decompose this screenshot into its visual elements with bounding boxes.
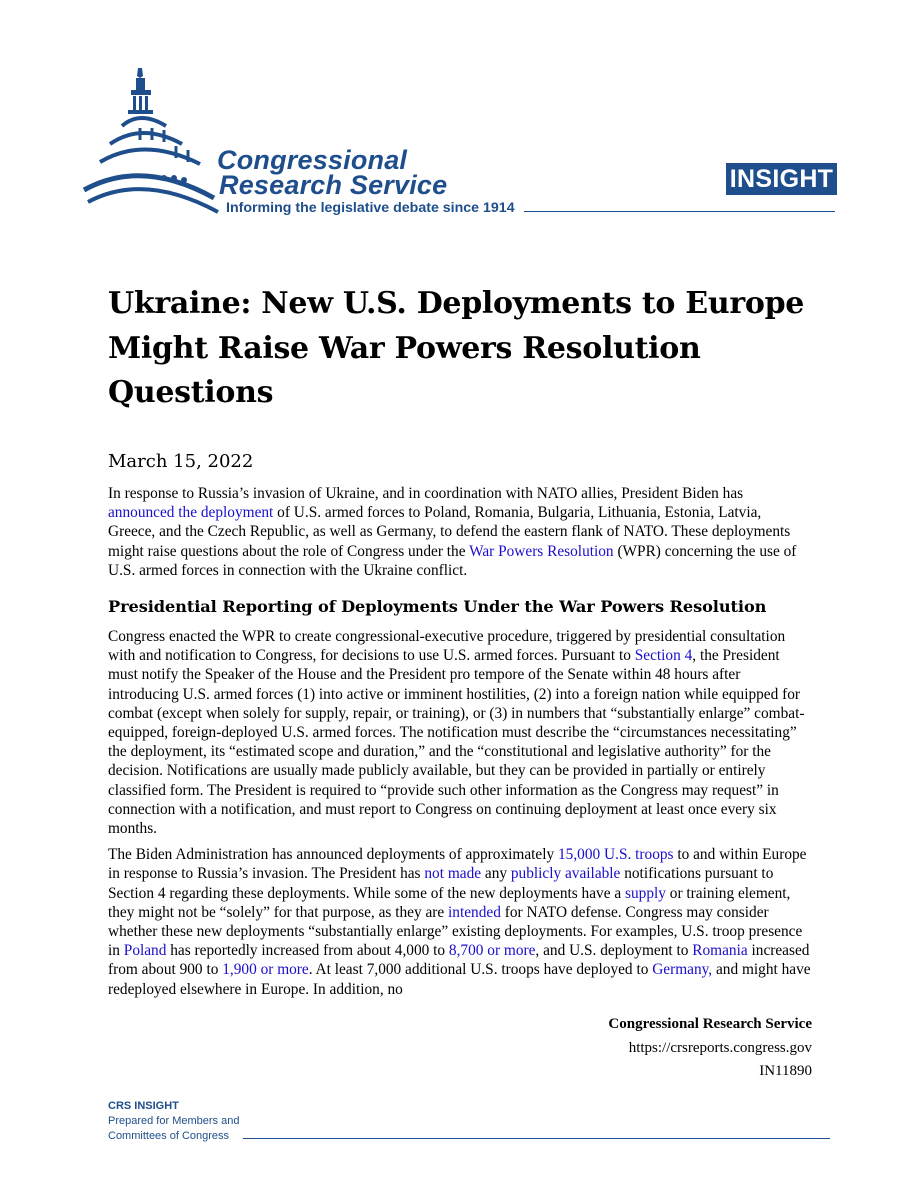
org-tagline: Informing the legislative debate since 1914 xyxy=(226,200,515,216)
inline-link[interactable]: Germany, xyxy=(652,961,713,979)
text-run: increased from about 900 to xyxy=(108,942,810,979)
crs-info-block xyxy=(608,1013,812,1084)
text-run: to and within Europe in response to Russia’s invasion. The President has xyxy=(108,846,807,883)
inline-link[interactable]: intended xyxy=(448,903,501,921)
inline-link[interactable]: announced the deployment xyxy=(108,504,274,522)
header-divider xyxy=(524,211,835,212)
footer xyxy=(108,1099,239,1144)
report-body xyxy=(108,484,812,1006)
inline-link[interactable]: not made xyxy=(424,865,482,883)
text-run: . At least 7,000 additional U.S. troops have deployed to xyxy=(308,961,653,979)
text-run: (WPR) concerning the use of U.S. armed forces in connection with the Ukraine conflict. xyxy=(108,542,797,579)
text-run: and might have redeployed elsewhere in Europe. In addition, no xyxy=(108,961,811,998)
deployments-paragraph xyxy=(108,845,812,999)
section-heading: Presidential Reporting of Deployments Under the War Powers Resolution xyxy=(108,597,767,617)
wpr-procedure-paragraph xyxy=(108,627,812,838)
org-name-line2: Research Service xyxy=(219,170,448,200)
footer-divider xyxy=(243,1138,830,1139)
text-run: has reportedly increased from about 4,000 to xyxy=(166,942,449,960)
publication-date: March 15, 2022 xyxy=(108,451,254,472)
intro-paragraph xyxy=(108,484,812,580)
text-run: Congress enacted the WPR to create congressional-executive procedure, triggered by presidential consultation with and notification to Congress, for decisions to use U.S. armed forces. Pursuant to xyxy=(108,628,786,665)
text-run: , the President must notify the Speaker of the House and the President pro tempore of the Senate within 48 hours after introducing U.S. armed forces (1) into active or imminent hostilities, (2) into a foreign nation while equipped for combat (except when solely for supply, repair, or training), or (3) in numbers that “substantially enlarge” combat-equipped, foreign-deployed U.S. armed forces. The notification must describe the “circumstances necessitating” the deployment, its “estimated scope and duration,” and the “constitutional and legislative authority” for the decision. Notifications are usually made publicly available, but they can be provided in partially or entirely classified form. The President is required to “provide such other information as the Congress may request” in connection with a notification, and must report to Congress on continuing deployment at least once every six months. xyxy=(108,647,805,838)
text-run: The Biden Administration has announced deployments of approximately xyxy=(108,846,558,864)
text-run: notifications pursuant to Section 4 regarding these deployments. While some of the new deployments have a xyxy=(108,865,774,902)
crs-name: Congressional Research Service xyxy=(608,1016,812,1032)
report-id: IN11890 xyxy=(759,1063,812,1079)
inline-link[interactable]: Section 4 xyxy=(634,647,693,665)
text-run: In response to Russia’s invasion of Ukraine, and in coordination with NATO allies, President Biden has xyxy=(108,485,744,502)
inline-link[interactable]: supply xyxy=(625,884,666,902)
inline-link[interactable]: Poland xyxy=(123,942,167,960)
footer-line2: Committees of Congress xyxy=(108,1130,230,1142)
footer-line1: Prepared for Members and xyxy=(108,1115,240,1127)
page-title: Ukraine: New U.S. Deployments to Europe Might Raise War Powers Resolution Questions xyxy=(108,286,805,410)
crs-url[interactable]: https://crsreports.congress.gov xyxy=(628,1039,812,1056)
text-run: for NATO defense. Congress may consider whether these new deployments “substantially enlarge” existing deployments. For examples, U.S. troop presence in xyxy=(108,903,803,960)
inline-link[interactable]: publicly available xyxy=(510,865,621,883)
inline-link[interactable]: War Powers Resolution xyxy=(469,542,614,560)
org-name-line1: Congressional xyxy=(217,145,408,175)
text-run: or training element, they might not be “solely” for that purpose, as they are xyxy=(108,884,791,921)
text-run: of U.S. armed forces to Poland, Romania, Bulgaria, Lithuania, Estonia, Latvia, Greece, and the Czech Republic, as well as Germany, to defend the eastern flank of NATO. These deployments might raise questions about the role of Congress under the xyxy=(108,504,791,560)
text-run: , and U.S. deployment to xyxy=(535,942,693,960)
text-run: any xyxy=(481,865,511,883)
inline-link[interactable]: 15,000 U.S. troops xyxy=(558,846,674,864)
insight-badge: INSIGHT xyxy=(726,163,837,195)
capitol-dome-logo xyxy=(82,66,222,216)
footer-title: CRS INSIGHT xyxy=(108,1100,179,1112)
inline-link[interactable]: 8,700 or more xyxy=(448,942,536,960)
inline-link[interactable]: Romania xyxy=(692,942,748,960)
inline-link[interactable]: 1,900 or more xyxy=(222,961,309,979)
